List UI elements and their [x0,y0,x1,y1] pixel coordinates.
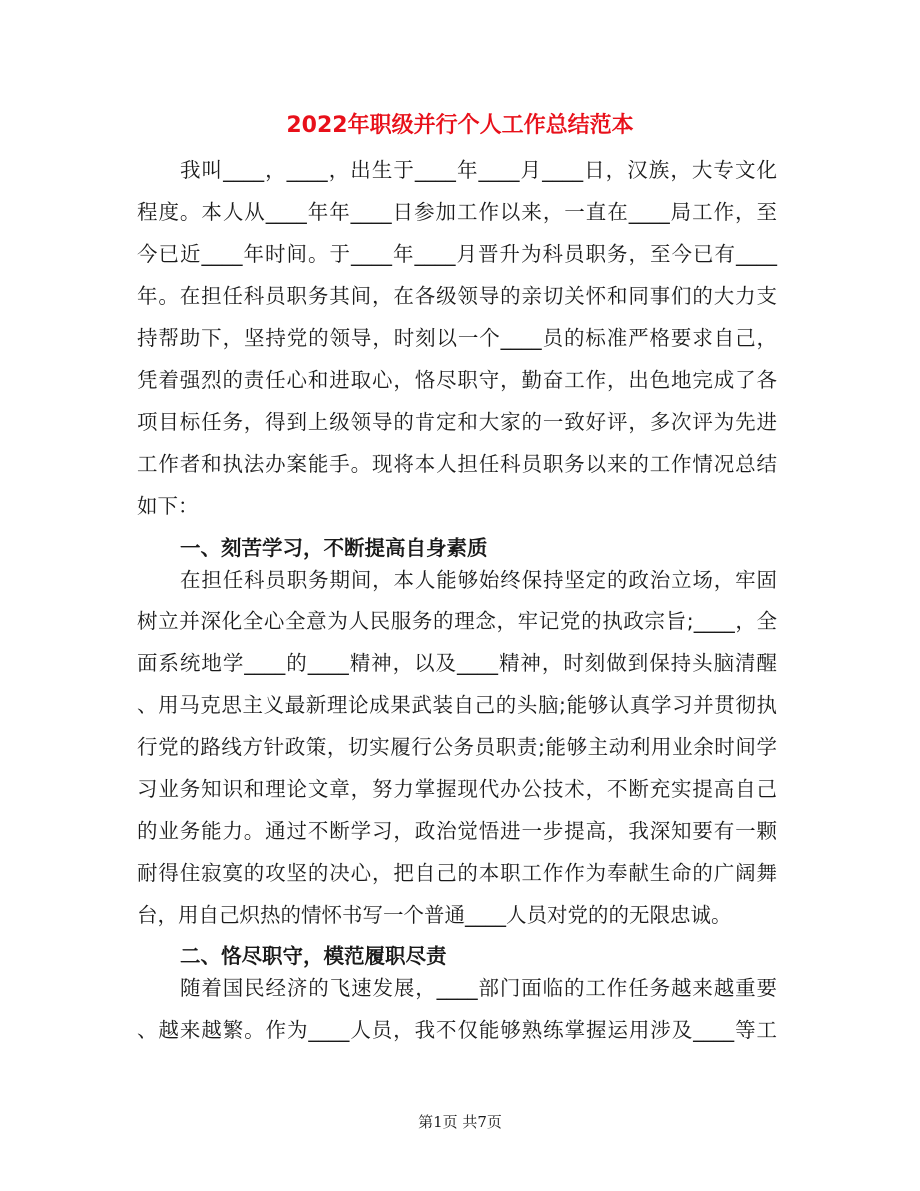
page-footer: 第1页 共7页 [418,1113,502,1131]
paragraph-line: 凭着强烈的责任心和进取心，恪尽职守，勤奋工作，出色地完成了各 [137,368,777,392]
paragraph-line: 项目标任务，得到上级领导的肯定和大家的一致好评，多次评为先进 [137,410,777,434]
section-heading: 一、刻苦学习，不断提高自身素质 [180,536,488,560]
paragraph-line: 持帮助下，坚持党的领导，时刻以一个____员的标准严格要求自己， [137,326,777,350]
document-title: 2022年职级并行个人工作总结范本 [286,113,634,138]
paragraph-line: 、越来越繁。作为____人员，我不仅能够熟练掌握运用涉及____等工 [137,1018,777,1042]
paragraph-line: 今已近____年时间。于____年____月晋升为科员职务，至今已有____ [137,242,777,266]
paragraph-line: 的业务能力。通过不断学习，政治觉悟进一步提高，我深知要有一颗 [137,819,777,843]
paragraph-line: 在担任科员职务期间，本人能够始终保持坚定的政治立场，牢固 [180,568,777,592]
section-heading: 二、恪尽职守，模范履职尽责 [180,944,447,968]
paragraph-line: 面系统地学____的____精神，以及____精神，时刻做到保持头脑清醒 [137,651,777,675]
paragraph-line: 树立并深化全心全意为人民服务的理念，牢记党的执政宗旨;____，全 [137,609,777,633]
paragraph-line: 年。在担任科员职务其间，在各级领导的亲切关怀和同事们的大力支 [137,284,777,308]
paragraph-line: 行党的路线方针政策，切实履行公务员职责;能够主动利用业余时间学 [137,735,777,759]
paragraph-line: 随着国民经济的飞速发展，____部门面临的工作任务越来越重要 [180,976,777,1000]
paragraph-line: 我叫____，____，出生于____年____月____日，汉族，大专文化 [180,158,777,182]
paragraph-line: 、用马克思主义最新理论成果武装自己的头脑;能够认真学习并贯彻执 [137,693,777,717]
paragraph-line: 如下： [137,494,199,518]
paragraph-line: 习业务知识和理论文章，努力掌握现代办公技术，不断充实提高自己 [137,777,777,801]
paragraph-line: 耐得住寂寞的攻坚的决心，把自己的本职工作作为奉献生命的广阔舞 [137,861,777,885]
paragraph-line: 工作者和执法办案能手。现将本人担任科员职务以来的工作情况总结 [137,452,777,476]
paragraph-line: 程度。本人从____年年____日参加工作以来，一直在____局工作，至 [137,200,777,224]
paragraph-line: 台，用自己炽热的情怀书写一个普通____人员对党的的无限忠诚。 [137,903,732,927]
